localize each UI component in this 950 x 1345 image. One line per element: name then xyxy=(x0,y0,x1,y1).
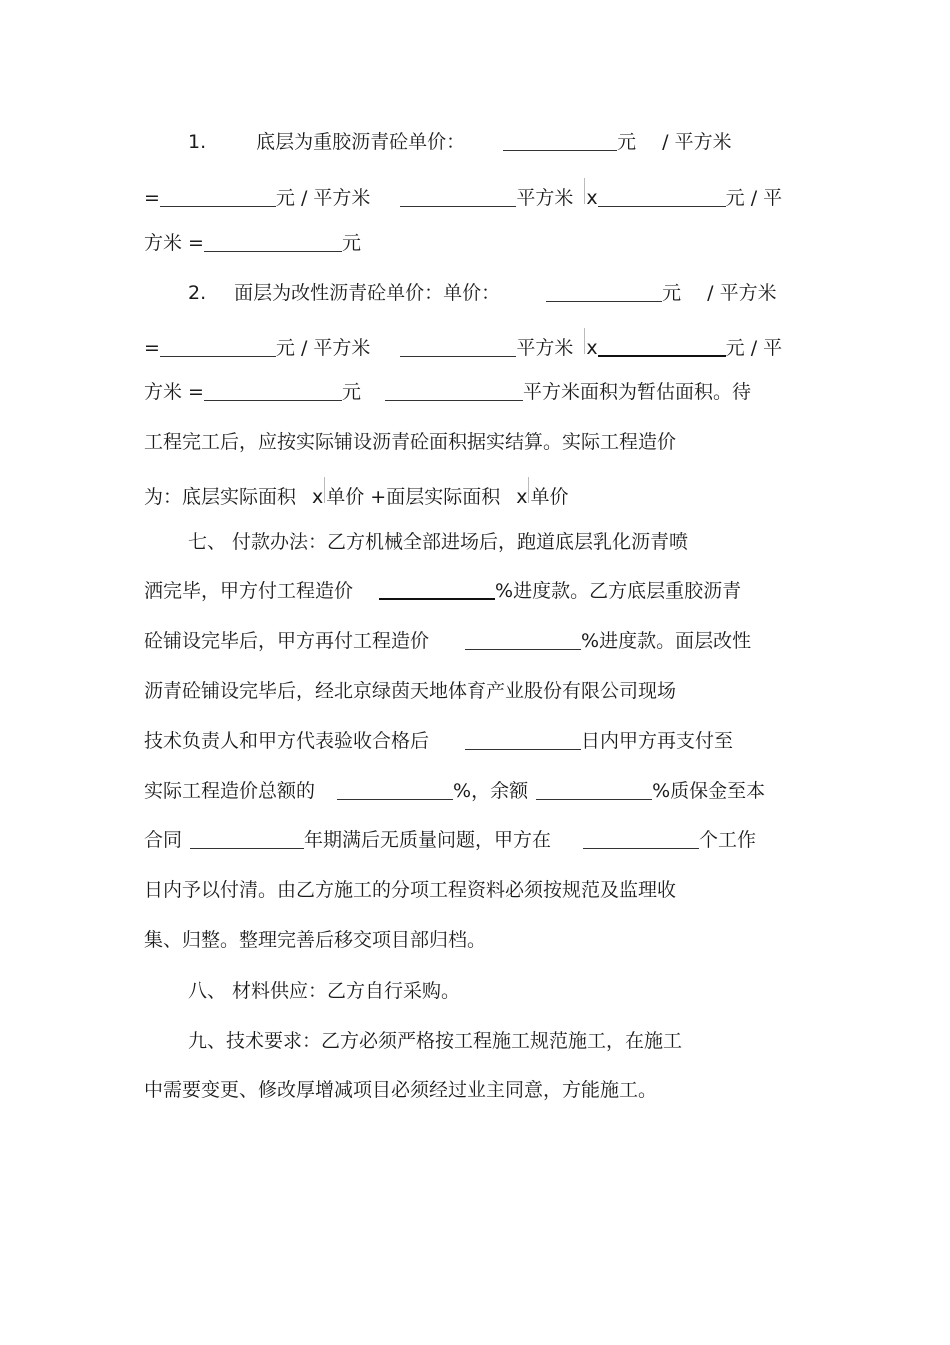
first-payment-percent-blank[interactable] xyxy=(379,576,495,600)
paragraph-text: 个工作 xyxy=(699,829,757,851)
unit-per-sqm: / 平方米 xyxy=(662,131,732,153)
paragraph-text: %质保金至本 xyxy=(652,780,766,802)
equals-sign: = xyxy=(144,337,160,359)
multiply-sign: x xyxy=(586,187,598,209)
section-nine-heading: 九、技术要求：乙方必须严格按工程施工规范施工，在施工 xyxy=(188,1030,683,1052)
line-2 xyxy=(144,178,782,208)
paragraph-text: %进度款。面层改性 xyxy=(581,630,752,652)
paragraph-text: 工程完工后，应按实际铺设沥青砼面积据实结算。实际工程造价 xyxy=(144,431,677,453)
line-16 xyxy=(144,875,676,905)
line-12 xyxy=(144,676,676,706)
unit-yuan: 元 xyxy=(341,232,361,254)
unit-sqm: 平方米 xyxy=(516,187,574,209)
line-13 xyxy=(144,726,733,756)
line-11 xyxy=(144,626,751,656)
days-blank[interactable] xyxy=(465,727,581,750)
paragraph-text: 日内予以付清。由乙方施工的分项工程资料必须按规范及监理收 xyxy=(144,879,677,901)
unit-fangmi-equals: 方米 = xyxy=(144,232,204,254)
line-5 xyxy=(144,328,782,358)
paragraph-text: %，余额 xyxy=(453,780,529,802)
paragraph-text: %进度款。乙方底层重胶沥青 xyxy=(495,580,742,602)
line-19 xyxy=(188,1026,682,1056)
unit-yuan: 元 xyxy=(617,131,637,153)
second-payment-percent-blank[interactable] xyxy=(465,627,581,650)
line-8 xyxy=(144,477,569,507)
line-14 xyxy=(144,776,765,806)
paragraph-text: 沥青砼铺设完毕后，经北京绿茵天地体育产业股份有限公司现场 xyxy=(144,680,677,702)
area-blank[interactable] xyxy=(400,334,516,357)
paragraph-text: 中需要变更、修改厚增减项目必须经过业主同意，方能施工。 xyxy=(144,1079,658,1101)
paragraph-text: 技术负责人和甲方代表验收合格后 xyxy=(144,730,430,752)
area-blank[interactable] xyxy=(400,184,516,207)
unit-yuan-per-ping: 元 / 平 xyxy=(725,187,783,209)
unit-price-blank[interactable] xyxy=(160,184,276,207)
item-number: 1. xyxy=(188,131,207,153)
equals-sign: = xyxy=(144,187,160,209)
text-cursor xyxy=(584,328,585,354)
unit-per-sqm: / 平方米 xyxy=(707,282,777,304)
unit-yuan-per-sqm: 元 / 平方米 xyxy=(275,337,371,359)
section-eight-heading: 八、 材料供应：乙方自行采购。 xyxy=(188,980,461,1002)
line-7 xyxy=(144,427,676,457)
line-9 xyxy=(188,527,688,557)
base-price-blank[interactable] xyxy=(503,128,617,151)
multiply-sign: x xyxy=(312,486,324,508)
line-6 xyxy=(144,377,751,407)
total-blank[interactable] xyxy=(204,229,342,252)
estimated-area-blank[interactable] xyxy=(385,378,523,401)
base-layer-price-label: 底层为重胶沥青砼单价： xyxy=(256,131,466,153)
paragraph-text: 实际工程造价总额的 xyxy=(144,780,316,802)
paragraph-text: 年期满后无质量问题，甲方在 xyxy=(304,829,552,851)
formula-unit-price-plus-surface: 单价 +面层实际面积 xyxy=(326,486,501,508)
text-cursor xyxy=(324,477,325,503)
unit-yuan: 元 xyxy=(341,381,361,403)
line-4 xyxy=(188,278,777,308)
line-18 xyxy=(188,976,460,1006)
working-days-blank[interactable] xyxy=(583,826,699,849)
line-10 xyxy=(144,576,741,606)
surface-price-blank[interactable] xyxy=(546,279,662,302)
paragraph-text: 洒完毕，甲方付工程造价 xyxy=(144,580,354,602)
paragraph-text: 合同 xyxy=(144,829,183,851)
formula-unit-price: 单价 xyxy=(530,486,569,508)
line-17 xyxy=(144,925,486,955)
unit-yuan: 元 xyxy=(662,282,682,304)
line-20 xyxy=(144,1075,657,1105)
years-blank[interactable] xyxy=(190,826,304,849)
unit-sqm: 平方米 xyxy=(516,337,574,359)
total-percent-blank[interactable] xyxy=(337,777,453,800)
retention-percent-blank[interactable] xyxy=(536,777,652,800)
paragraph-text: 砼铺设完毕后，甲方再付工程造价 xyxy=(144,630,430,652)
section-seven-heading: 七、 付款办法：乙方机械全部进场后，跑道底层乳化沥青喷 xyxy=(188,531,689,553)
estimated-area-text: 平方米面积为暂估面积。待 xyxy=(522,381,751,403)
item-number: 2. xyxy=(188,282,207,304)
multiply-sign: x xyxy=(586,337,598,359)
unit-yuan-per-ping: 元 / 平 xyxy=(725,337,783,359)
text-cursor xyxy=(584,178,585,204)
line-1 xyxy=(188,127,732,157)
unit-price-blank[interactable] xyxy=(160,334,276,357)
line-15 xyxy=(144,825,756,855)
total-blank[interactable] xyxy=(204,378,342,401)
price-blank[interactable] xyxy=(598,333,726,357)
unit-yuan-per-sqm: 元 / 平方米 xyxy=(275,187,371,209)
unit-fangmi-equals: 方米 = xyxy=(144,381,204,403)
line-3 xyxy=(144,228,361,258)
paragraph-text: 日内甲方再支付至 xyxy=(581,730,734,752)
text-cursor xyxy=(528,477,529,503)
price-blank[interactable] xyxy=(598,184,726,207)
surface-layer-price-label: 面层为改性沥青砼单价：单价： xyxy=(234,282,501,304)
formula-base-area: 为：底层实际面积 xyxy=(144,486,297,508)
paragraph-text: 集、归整。整理完善后移交项目部归档。 xyxy=(144,929,487,951)
multiply-sign: x xyxy=(516,486,528,508)
